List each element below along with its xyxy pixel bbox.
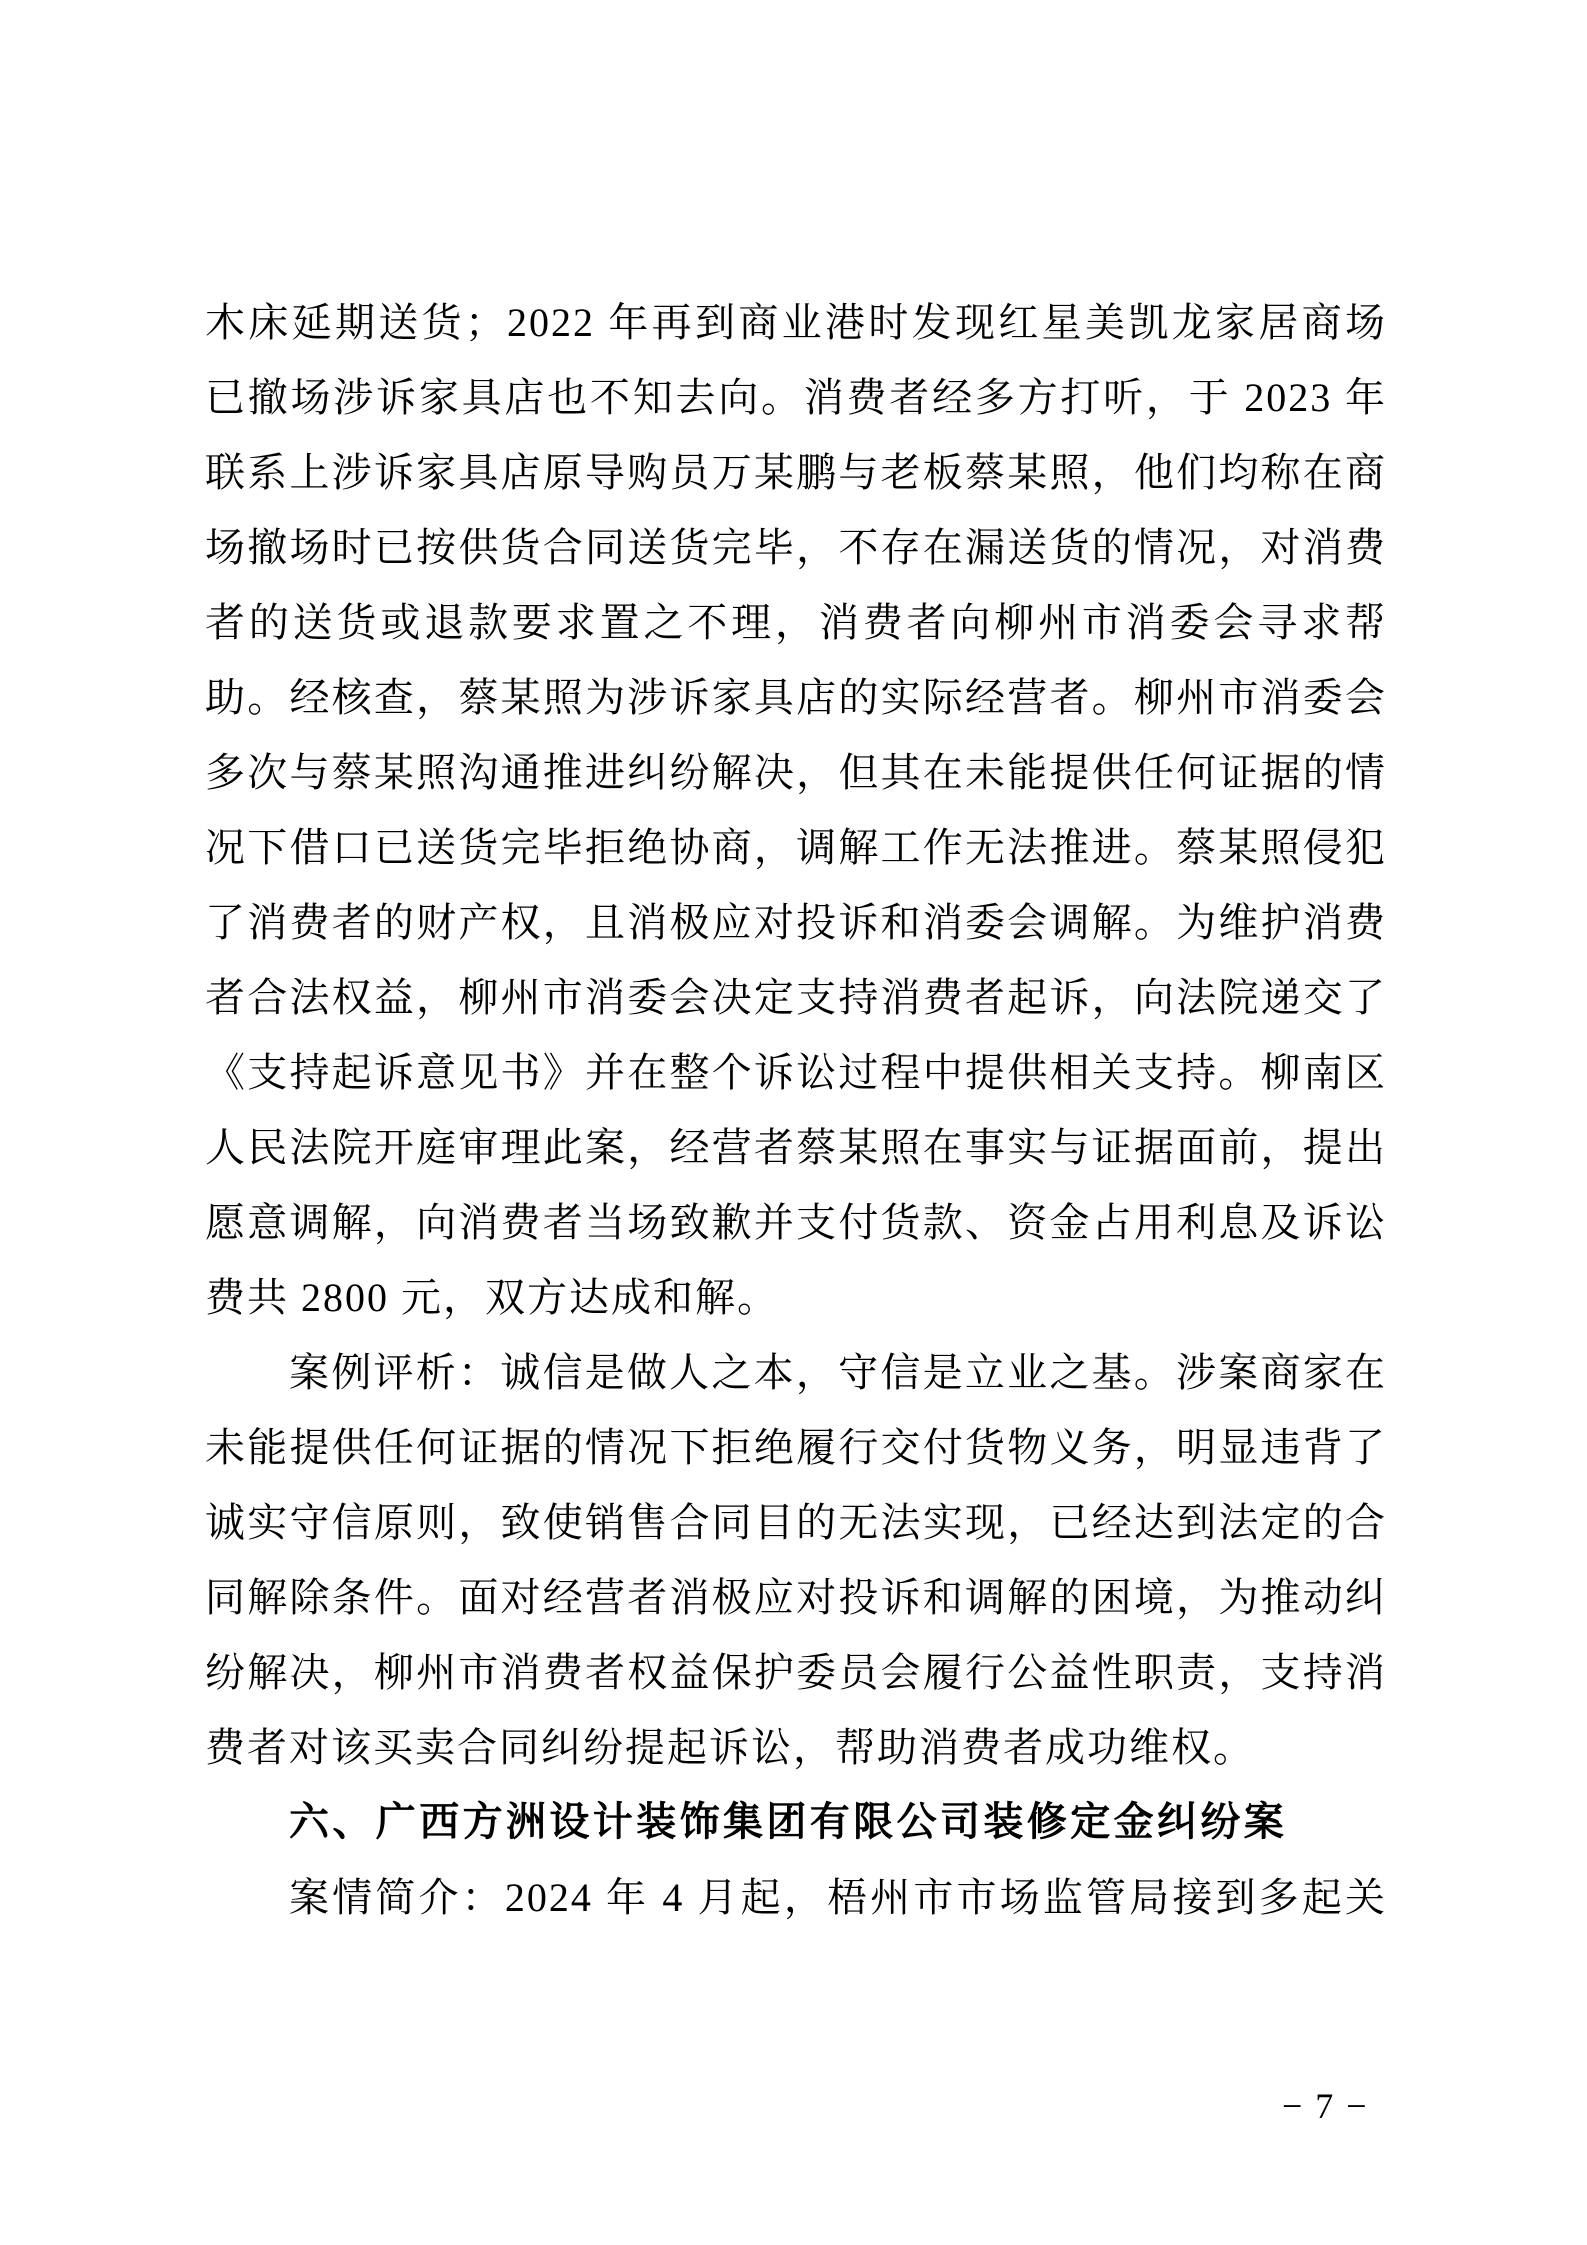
text-line: 已撤场涉诉家具店也不知去向。消费者经多方打听，于 2023 年 bbox=[205, 375, 1387, 420]
text-line: 助。经核查，蔡某照为涉诉家具店的实际经营者。柳州市消委会 bbox=[205, 675, 1387, 720]
text-line: 多次与蔡某照沟通推进纠纷解决，但其在未能提供任何证据的情 bbox=[205, 750, 1387, 795]
page-number: − 7 − bbox=[1282, 2086, 1369, 2126]
text-line: 木床延期送货；2022 年再到商业港时发现红星美凯龙家居商场 bbox=[205, 300, 1387, 345]
text-line: 费共 2800 元，双方达成和解。 bbox=[205, 1275, 779, 1320]
text-line: 未能提供任何证据的情况下拒绝履行交付货物义务，明显违背了 bbox=[205, 1425, 1387, 1470]
text-line: 愿意调解，向消费者当场致歉并支付货款、资金占用利息及诉讼 bbox=[205, 1200, 1387, 1245]
text-line: 者的送货或退款要求置之不理，消费者向柳州市消委会寻求帮 bbox=[205, 600, 1387, 645]
text-line: 况下借口已送货完毕拒绝协商，调解工作无法推进。蔡某照侵犯 bbox=[205, 825, 1387, 870]
section-heading: 六、广西方洲设计装饰集团有限公司装修定金纠纷案 bbox=[289, 1800, 1288, 1844]
text-line: 案例评析：诚信是做人之本，守信是立业之基。涉案商家在 bbox=[289, 1350, 1387, 1395]
text-line: 人民法院开庭审理此案，经营者蔡某照在事实与证据面前，提出 bbox=[205, 1125, 1387, 1170]
text-line: 《支持起诉意见书》并在整个诉讼过程中提供相关支持。柳南区 bbox=[205, 1050, 1387, 1095]
text-line: 费者对该买卖合同纠纷提起诉讼，帮助消费者成功维权。 bbox=[205, 1725, 1255, 1770]
text-line: 联系上涉诉家具店原导购员万某鹏与老板蔡某照，他们均称在商 bbox=[205, 450, 1387, 495]
text-line: 场撤场时已按供货合同送货完毕，不存在漏送货的情况，对消费 bbox=[205, 525, 1387, 570]
text-line: 了消费者的财产权，且消极应对投诉和消委会调解。为维护消费 bbox=[205, 900, 1387, 945]
document-body bbox=[205, 285, 1387, 1935]
text-line: 者合法权益，柳州市消委会决定支持消费者起诉，向法院递交了 bbox=[205, 975, 1387, 1020]
text-line: 同解除条件。面对经营者消极应对投诉和调解的困境，为推动纠 bbox=[205, 1575, 1387, 1620]
text-line: 纷解决，柳州市消费者权益保护委员会履行公益性职责，支持消 bbox=[205, 1650, 1387, 1695]
text-line: 诚实守信原则，致使销售合同目的无法实现，已经达到法定的合 bbox=[205, 1500, 1387, 1545]
text-line: 案情简介：2024 年 4 月起，梧州市市场监管局接到多起关 bbox=[289, 1875, 1387, 1920]
